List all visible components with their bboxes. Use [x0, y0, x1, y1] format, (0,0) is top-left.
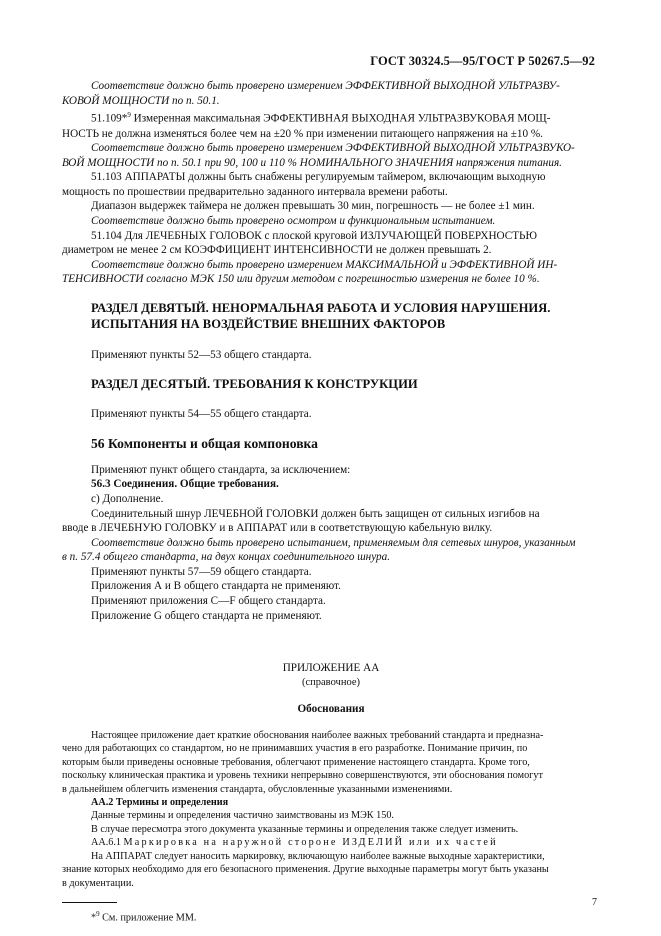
text-line: ВОЙ МОЩНОСТИ по п. 50.1 при 90, 100 и 110 % НОМИНАЛЬНОГО ЗНАЧЕНИЯ напряжения питания. [62, 156, 562, 169]
text-line: Приложение G общего стандарта не применяют. [91, 609, 322, 622]
text-line: Применяют пункты 54—55 общего стандарта. [91, 408, 312, 421]
section-9-title: РАЗДЕЛ ДЕВЯТЫЙ. НЕНОРМАЛЬНАЯ РАБОТА И УСЛОВИЯ НАРУШЕНИЯ. [91, 301, 551, 316]
text-line: Соответствие должно быть проверено испытанием, применяемым для сетевых шнуров, указанным [91, 536, 576, 549]
text-line: Применяют приложения С—F общего стандарта. [91, 595, 326, 608]
section-9-title-cont: ИСПЫТАНИЯ НА ВОЗДЕЙСТВИЕ ВНЕШНИХ ФАКТОРОВ [91, 316, 446, 331]
subclause-title: АА.2 Термины и определения [91, 797, 229, 809]
text-line: чено для работающих со стандартом, но не принимавших участия в его разработке. Понимание причин, по [62, 743, 528, 755]
text-line: в п. 57.4 общего стандарта, на двух концах соединительного шнура. [62, 551, 391, 564]
standard-header: ГОСТ 30324.5—95/ГОСТ Р 50267.5—92 [370, 54, 595, 68]
footnote [62, 908, 600, 925]
text-line: мощность по прошествии предварительно заданного интервала времени работы. [62, 185, 448, 198]
clause-51-109 [62, 108, 600, 126]
text-line: Соединительный шнур ЛЕЧЕБНОЙ ГОЛОВКИ должен быть защищен от сильных изгибов на [91, 507, 540, 520]
appendix-heading: Обоснования [297, 703, 365, 716]
text-line: На АППАРАТ следует наносить маркировку, включающую наиболее важные выходные характеристики, [91, 850, 545, 862]
text-line: Применяют пункт общего стандарта, за исключением: [91, 463, 351, 476]
text-line: В случае пересмотра этого документа указанные термины и определения также следует изменить. [91, 823, 519, 835]
section-10-title: РАЗДЕЛ ДЕСЯТЫЙ. ТРЕБОВАНИЯ К КОНСТРУКЦИИ [91, 376, 418, 391]
text-line: Применяют пункты 52—53 общего стандарта. [91, 349, 312, 362]
text-line: Приложения А и В общего стандарта не применяют. [91, 580, 341, 593]
text-line: знание которых необходимо для его безопасного применения. Другие выходные параметры могут быть указаны [62, 864, 549, 876]
text-line: поскольку клиническая практика и уровень техники непрерывно совершенствуются, эти обоснования помогут [62, 770, 543, 782]
text-line: НОСТЬ не должна изменяться более чем на ±20 % при изменении питающего напряжения на ±10 %. [62, 127, 543, 140]
text-line: Соответствие должно быть проверено измерением ЭФФЕКТИВНОЙ ВЫХОДНОЙ УЛЬТРАЗВУ- [91, 80, 560, 92]
section-56-title: 56 Компоненты и общая компоновка [91, 435, 318, 451]
text-line: 51.103 АППАРАТЫ должны быть снабжены регулируемым таймером, включающим выходную [91, 171, 546, 184]
clause-aa-6-1 [62, 836, 600, 849]
clause-number: 51.109* [91, 112, 128, 125]
text-line: в дальнейшем облегчить изменения стандарта, обусловленные указанными изменениями. [62, 783, 453, 795]
text-line: Соответствие должно быть проверено осмотром и функциональным испытанием. [91, 215, 496, 228]
text-line: Данные термины и определения частично заимствованы из МЭК 150. [91, 810, 394, 822]
text-line: Настоящее приложение дает краткие обоснования наиболее важных требований стандарта и предназна- [91, 730, 544, 742]
appendix-title: ПРИЛОЖЕНИЕ АА [282, 662, 380, 675]
text-line: вводе в ЛЕЧЕБНУЮ ГОЛОВКУ и в АППАРАТ или в соответствующую кабельную вилку. [62, 522, 493, 535]
text-line: Диапазон выдержек таймера не должен превышать 30 мин, погрешность — не более ±1 мин. [91, 200, 535, 213]
appendix-subtitle: (справочное) [302, 676, 360, 688]
text-line: 51.104 Для ЛЕЧЕБНЫХ ГОЛОВОК с плоской круговой ИЗЛУЧАЮЩЕЙ ПОВЕРХНОСТЬЮ [91, 229, 537, 242]
text-line: которым были приведены основные требования, облегчают применение настоящего стандарта. Кроме того, [62, 756, 530, 768]
text-line: Соответствие должно быть проверено измерением ЭФФЕКТИВНОЙ ВЫХОДНОЙ УЛЬТРАЗВУКО- [91, 142, 575, 155]
text-line: КОВОЙ МОЩНОСТИ по п. 50.1. [62, 94, 220, 107]
subclause-title: 56.3 Соединения. Общие требования. [91, 478, 279, 491]
footnote-text: См. приложение ММ. [99, 912, 197, 924]
footnote-mark: * [91, 912, 97, 924]
document-body [62, 79, 600, 925]
clause-title: Маркировка на наружной стороне ИЗДЕЛИЙ или их частей [123, 837, 498, 849]
text-line: ТЕНСИВНОСТИ согласно МЭК 150 или другим методом с погрешностью измерения не более 10 %. [62, 273, 540, 286]
footnote-number: 9 [96, 909, 100, 918]
text-line: Соответствие должно быть проверено измерением МАКСИМАЛЬНОЙ и ЭФФЕКТИВНОЙ ИН- [91, 258, 558, 271]
text-line: диаметром не менее 2 см КОЭФФИЦИЕНТ ИНТЕНСИВНОСТИ не должен превышать 2. [62, 244, 492, 257]
page-number: 7 [592, 897, 597, 908]
text-line: в документации. [62, 877, 134, 889]
text-line: с) Дополнение. [91, 492, 164, 505]
clause-text: Измеренная максимальная ЭФФЕКТИВНАЯ ВЫХОДНАЯ УЛЬТРАЗВУКОВАЯ МОЩ- [130, 112, 551, 125]
clause-number: АА.6.1 [91, 837, 124, 849]
text-line: Применяют пункты 57—59 общего стандарта. [91, 565, 312, 578]
footnote-ref: 9 [127, 111, 131, 120]
